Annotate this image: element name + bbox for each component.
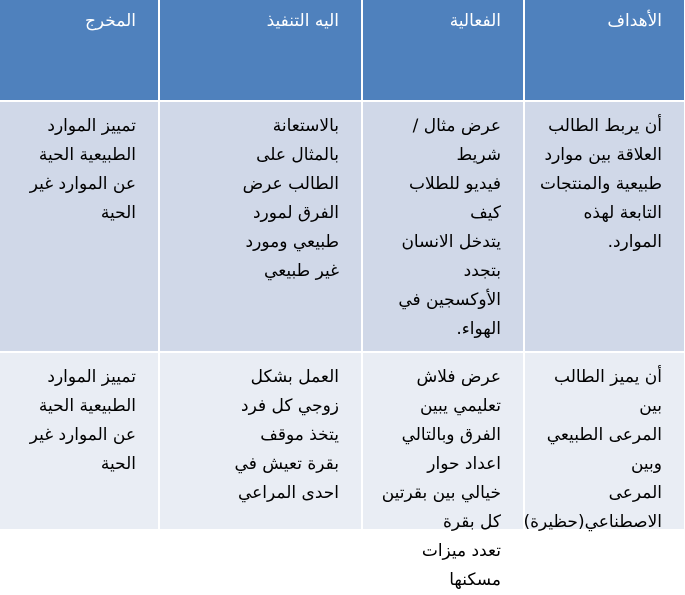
row2-objective: أن يميز الطالب بين المرعى الطبيعي وبين المرعى الاصطناعي(حظيرة) bbox=[523, 353, 684, 529]
header-objectives: الأهداف bbox=[523, 0, 684, 100]
header-implementation: اليه التنفيذ bbox=[158, 0, 361, 100]
row1-output: تمييز الموارد الطبيعية الحية عن الموارد غير الحية bbox=[0, 102, 158, 351]
row2-activity: عرض فلاش تعليمي يبين الفرق وبالتالي اعداد حوار خيالي بين بقرتين كل بقرة تعدد ميزات مسكنها bbox=[361, 353, 523, 529]
row2-implementation: العمل بشكل زوجي كل فرد يتخذ موقف بقرة تعيش في احدى المراعي bbox=[158, 353, 361, 529]
row2-output: تمييز الموارد الطبيعية الحية عن الموارد غير الحية bbox=[0, 353, 158, 529]
row1-implementation: بالاستعانة بالمثال على الطالب عرض الفرق لمورد طبيعي ومورد غير طبيعي bbox=[158, 102, 361, 351]
row1-activity: عرض مثال /شريط فيديو للطلاب كيف يتدخل الانسان بتجدد الأوكسجين في الهواء. bbox=[361, 102, 523, 351]
header-activity: الفعالية bbox=[361, 0, 523, 100]
header-output: المخرج bbox=[0, 0, 158, 100]
row1-objective: أن يربط الطالب العلاقة بين موارد طبيعية والمنتجات التابعة لهذه الموارد. bbox=[523, 102, 684, 351]
